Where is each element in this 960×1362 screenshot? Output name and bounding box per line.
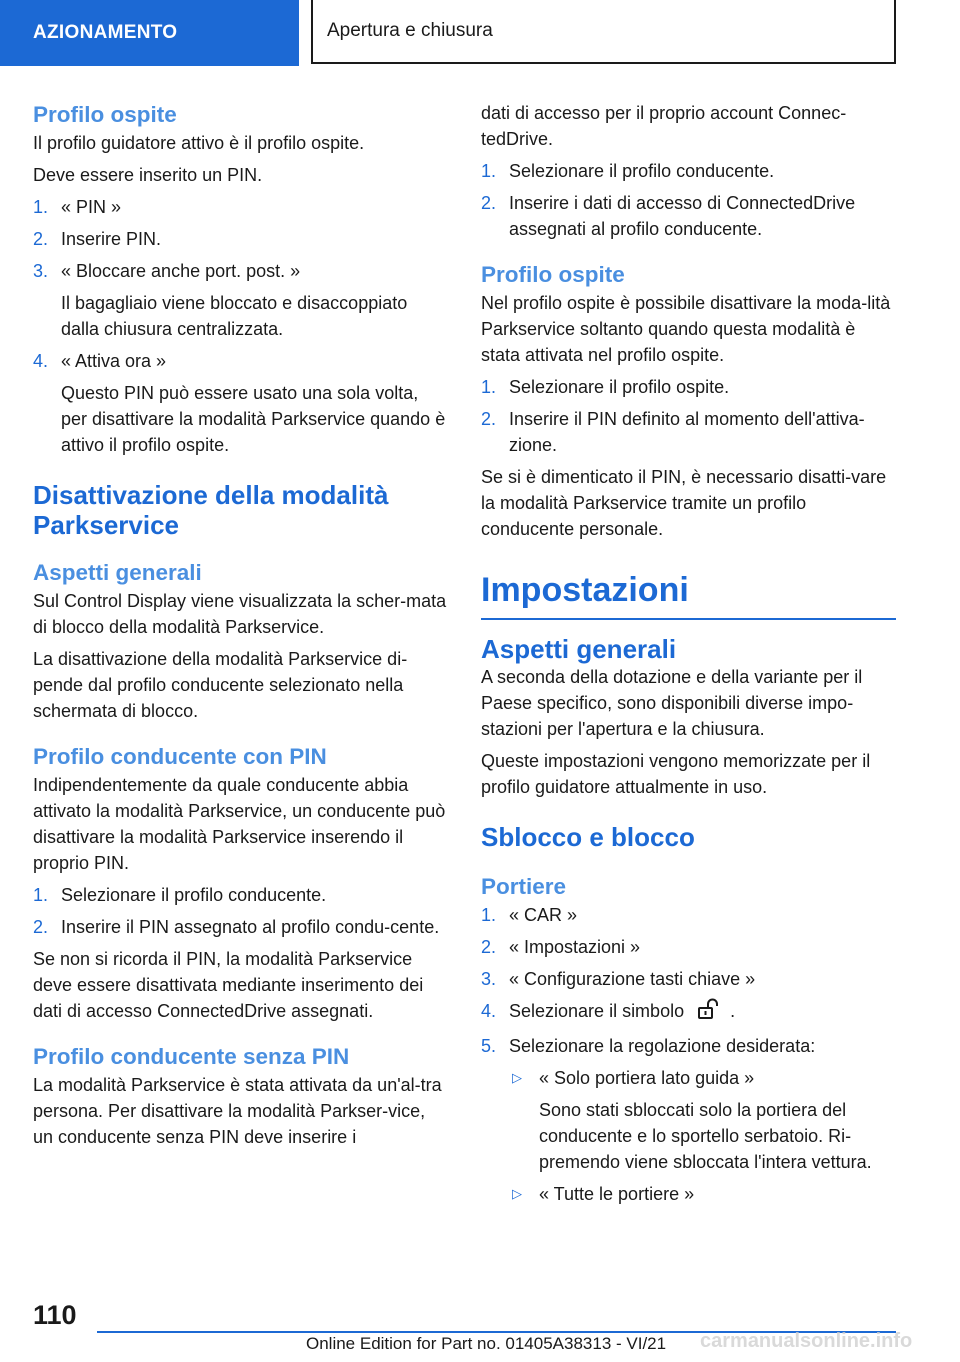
paragraph: dati di accesso per il proprio account Connec-tedDrive.: [481, 103, 847, 149]
guest-steps-list: [33, 194, 448, 458]
settings-heading: Impostazioni: [481, 571, 689, 609]
step-text: Inserire il PIN assegnato al profilo condu-cente.: [61, 917, 440, 937]
step-text-end: .: [730, 1001, 736, 1021]
paragraph: Il profilo guidatore attivo è il profilo ospite.: [33, 133, 365, 153]
step-text: « Impostazioni »: [509, 937, 641, 957]
step-text: Selezionare la regolazione desiderata:: [509, 1036, 816, 1056]
step-number: 2.: [33, 229, 49, 249]
left-column: [33, 100, 448, 1156]
list-item: [481, 158, 896, 184]
paragraph: Deve essere inserito un PIN.: [33, 165, 263, 185]
option-text: « Solo portiera lato guida »: [539, 1068, 755, 1088]
option-detail: Sono stati sbloccati solo la portiera del conducente e lo sportello serbatoio. Ri-premendo viene sbloccata l'intera vettura.: [539, 1100, 872, 1172]
list-item: [481, 190, 896, 242]
unlock-icon: [694, 998, 720, 1027]
heading-rule: [481, 618, 896, 620]
edition-text: Online Edition for Part no. 01405A38313 - VI/21: [306, 1334, 667, 1353]
options-list: [509, 1065, 896, 1207]
paragraph: Se non si ricorda il PIN, la modalità Parkservice deve essere disattivata mediante inserimento dei dati di accesso ConnectedDrive assegnati.: [33, 949, 424, 1021]
step-text: Inserire il PIN definito al momento dell'attiva-zione.: [509, 409, 865, 455]
step-number: 1.: [33, 197, 49, 217]
step-text: « Bloccare anche port. post. »: [61, 261, 301, 281]
list-item: [481, 374, 896, 400]
list-item: [481, 1033, 896, 1207]
continued-steps-list: [481, 158, 896, 242]
paragraph: Nel profilo ospite è possibile disattivare la moda-lità Parkservice soltanto quando questa modalità è stata attivata nel profilo ospite.: [481, 293, 891, 365]
list-item: [481, 406, 896, 458]
list-item: [33, 914, 448, 940]
list-item: [33, 258, 448, 342]
page-number: 110: [33, 1300, 77, 1330]
step-detail: Questo PIN può essere usato una sola volta, per disattivare la modalità Parkservice quando è attivo il profilo ospite.: [61, 383, 446, 455]
profile-without-pin-heading: Profilo conducente senza PIN: [33, 1044, 350, 1069]
step-number: 1.: [481, 377, 497, 397]
option-text: « Tutte le portiere »: [539, 1184, 695, 1204]
watermark: carmanualsonline.info: [700, 1330, 913, 1352]
step-number: 1.: [481, 161, 497, 181]
step-text: « Configurazione tasti chiave »: [509, 969, 756, 989]
option-item: [509, 1065, 896, 1175]
step-text: Selezionare il profilo conducente.: [61, 885, 327, 905]
step-text: « CAR »: [509, 905, 578, 925]
list-item: [33, 226, 448, 252]
paragraph: La disattivazione della modalità Parkservice di-pende dal profilo conducente selezionato nella schermata di blocco.: [33, 649, 408, 721]
guest-profile-heading: Profilo ospite: [33, 102, 177, 127]
paragraph: La modalità Parkservice è stata attivata da un'al-tra persona. Per disattivare la modalità Parkser-vice, un conducente senza PIN deve inserire i: [33, 1075, 442, 1147]
step-number: 4.: [481, 1001, 497, 1021]
list-item: [33, 348, 448, 458]
step-text: « Attiva ora »: [61, 351, 167, 371]
profile-with-pin-heading: Profilo conducente con PIN: [33, 744, 327, 769]
step-text: Inserire PIN.: [61, 229, 162, 249]
list-item: [481, 966, 896, 992]
list-item: [33, 882, 448, 908]
list-item: [481, 998, 896, 1027]
step-number: 2.: [481, 193, 497, 213]
deactivation-heading: Disattivazione della modalità Parkservice: [33, 480, 389, 540]
page-header: [0, 0, 960, 66]
chapter-title: Apertura e chiusura: [311, 0, 896, 64]
step-text: Selezionare il profilo ospite.: [509, 377, 730, 397]
paragraph: Queste impostazioni vengono memorizzate per il profilo guidatore attualmente in uso.: [481, 751, 871, 797]
paragraph: Sul Control Display viene visualizzata la scher-mata di blocco della modalità Parkservice.: [33, 591, 447, 637]
right-column: [481, 100, 896, 1213]
step-detail: Il bagagliaio viene bloccato e disaccoppiato dalla chiusura centralizzata.: [61, 293, 408, 339]
paragraph: A seconda della dotazione e della variante per il Paese specifico, sono disponibili diverse impo-stazioni per l'apertura e la chiusura.: [481, 667, 863, 739]
step-number: 5.: [481, 1036, 497, 1056]
option-item: [509, 1181, 896, 1207]
step-text: « PIN »: [61, 197, 122, 217]
paragraph: Se si è dimenticato il PIN, è necessario disatti-vare la modalità Parkservice tramite un profilo conducente personale.: [481, 467, 887, 539]
guest-profile-heading: Profilo ospite: [481, 262, 625, 287]
paragraph: Indipendentemente da quale conducente abbia attivato la modalità Parkservice, un conducente può disattivare la modalità Parkservice inserendo il proprio PIN.: [33, 775, 446, 873]
guest-steps-list: [481, 374, 896, 458]
pin-steps-list: [33, 882, 448, 940]
step-number: 2.: [481, 409, 497, 429]
list-item: [481, 934, 896, 960]
step-number: 3.: [481, 969, 497, 989]
door-steps-list: [481, 902, 896, 1207]
bullet-triangle-icon: ▷: [512, 1070, 522, 1085]
step-number: 1.: [481, 905, 497, 925]
step-number: 1.: [33, 885, 49, 905]
step-text: Selezionare il simbolo: [509, 1001, 685, 1021]
doors-heading: Portiere: [481, 874, 567, 899]
unlock-lock-heading: Sblocco e blocco: [481, 822, 695, 852]
step-number: 2.: [481, 937, 497, 957]
step-text: Selezionare il profilo conducente.: [509, 161, 775, 181]
general-aspects-heading: Aspetti generali: [481, 634, 677, 664]
section-tab: AZIONAMENTO: [0, 0, 299, 66]
bullet-triangle-icon: ▷: [512, 1186, 522, 1201]
step-number: 2.: [33, 917, 49, 937]
step-number: 4.: [33, 351, 49, 371]
general-aspects-heading: Aspetti generali: [33, 560, 202, 585]
step-text: Inserire i dati di accesso di ConnectedDrive assegnati al profilo conducente.: [509, 193, 856, 239]
list-item: [481, 902, 896, 928]
list-item: [33, 194, 448, 220]
step-number: 3.: [33, 261, 49, 281]
